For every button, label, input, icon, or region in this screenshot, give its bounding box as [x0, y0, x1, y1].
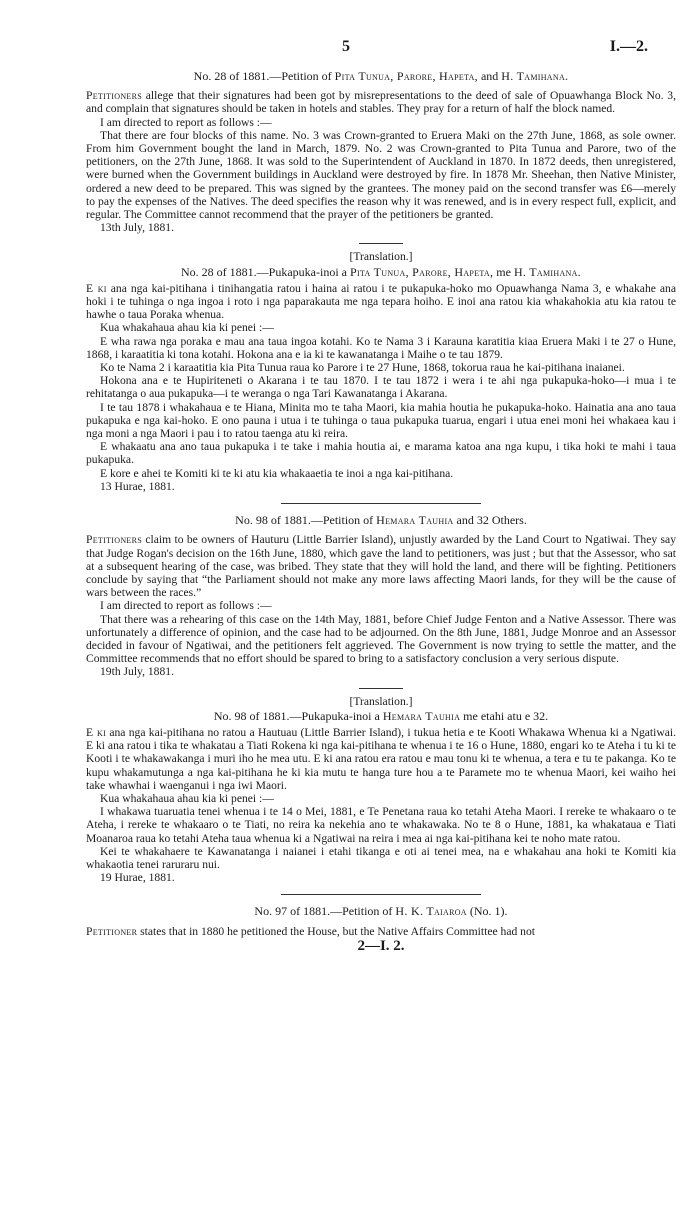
heading-names: H. K. Taiaroa — [395, 904, 467, 919]
report-date: 19th July, 1881. — [100, 665, 174, 679]
report-intro: I am directed to report as follows :— — [100, 599, 272, 613]
heading-names: Pita Tunua, Parore, Hapeta, — [334, 69, 478, 83]
report-intro: I am directed to report as follows :— — [100, 115, 272, 129]
heading-names: Pita Tunua, Parore, Hapeta, — [349, 264, 494, 279]
heading-suffix: (No. 1). — [469, 904, 508, 919]
petition-heading — [86, 905, 676, 918]
translation-paragraph: E ki ana nga kai-pitihana no ratou a Hautuau (Little Barrier Island), i tukua hetia e te Kooti Whakawa Whenua ki a Ngatiwai. E ki ana ratou i tika te whakatau a Tiati Rokena ki nga kai-pitihana te whenua i te 16 o Hune, 1880, engari ko te Ateha i tu ki te Kooti i te whakawakanga i muri iho he mea utu. E ki ana ratou era ratou e mau tonu ki te whenua, a tera e tu te pakanga. Ko te kupu whakamutunga a nga kai-pitihana he ki kia mutu te hanga ture hou a te Paramete mo te whenua Maori, kei waiho hei take whawhai i waenganui i nga iwi Maori. — [86, 725, 676, 792]
page-number: 5 — [342, 38, 350, 55]
section-divider — [281, 503, 481, 504]
heading-prefix: No. 98 of 1881.—Pukapuka-inoi a — [213, 708, 380, 723]
heading-conjunction: me — [496, 264, 511, 279]
lead-word: Petitioners — [86, 533, 142, 547]
heading-prefix: No. 97 of 1881.—Petition of — [254, 904, 393, 919]
translation-heading — [86, 710, 676, 723]
report-date: 13th July, 1881. — [100, 221, 174, 235]
heading-conjunction: and — [480, 69, 499, 83]
translation-paragraph: Kua whakahaua ahau kia ki penei :— — [100, 321, 274, 335]
heading-suffix: me etahi atu e 32. — [463, 708, 549, 723]
signature-mark: 2—I. 2. — [357, 937, 405, 954]
page-header — [0, 38, 700, 58]
heading-suffix: and 32 Others. — [456, 513, 527, 528]
report-body: That there are four blocks of this name. No. 3 was Crown-granted to Eruera Maki on the 27th June, 1868, as sole owner. From him Government bought the land in March, 1879. No. 2 was Crown-granted to Pita Tunua and Parore, two of the petitioners, on the 27th June, 1868. It was sold to the Superintendent of Auckland in 1870. In 1872 deeds, then unregistered, were burned when the Government buildings in Auckland were destroyed by fire. In 1878 Mr. Sheehan, then Native Minister, ordered a new deed to be prepared. This was signed by the grantees. The money paid on the second transfer was £6—merely to pay the expenses of the Natives. The deed specifies the reason why it was renewed, and is in every respect full, explicit, and regular. The Committee cannot recommend that the prayer of the petitioners be granted. — [86, 128, 676, 222]
translation-paragraph: E whakaatu ana ano taua pukapuka i te take i mahia houtia ai, e marama katoa ana nga kupu, i tika hoki te mahi i taua pukapuka. — [86, 440, 676, 467]
heading-name: H. Tamihana. — [501, 69, 569, 83]
petition-heading — [86, 514, 676, 527]
heading-name: H. Tamihana. — [513, 264, 581, 279]
translation-paragraph: I te tau 1878 i whakahaua e te Hiana, Minita mo te taha Maori, kia mahia houtia he pukapuka-hoko. Hainatia ana ano taua pukapuka e nga kai-hoko. E ono pauna i utua i te tuhinga o taua pukapuka tuarua, engari i utua enei moni hei whakaea kau i nga moni a nga Maori i pau i to ratou taenga atu ki reira. — [86, 400, 676, 441]
translation-date: 19 Hurae, 1881. — [100, 871, 175, 885]
heading-prefix: No. 28 of 1881.—Petition of — [193, 69, 332, 83]
lead-word: Petitioners — [86, 89, 142, 103]
heading-prefix: No. 28 of 1881.—Pukapuka-inoi a — [181, 264, 347, 279]
translation-label: [Translation.] — [349, 250, 413, 264]
lead-word: E ki — [86, 281, 107, 295]
lead-word: E ki — [86, 725, 107, 739]
translation-paragraph: Kua whakahaua ahau kia ki penei :— — [100, 791, 274, 805]
heading-prefix: No. 98 of 1881.—Petition of — [235, 513, 374, 528]
translation-paragraph: Ko te Nama 2 i karaatitia kia Pita Tunua raua ko Parore i te 27 Hune, 1868, tokorua raua he kai-pitihana inaianei. — [100, 361, 625, 375]
translation-paragraph: Hokona ana e te Hupiriteneti o Akarana i te tau 1870. I te tau 1872 i wera i te ahi nga pukapuka-hoko—i mua i te rehitatanga o aua pukapuka—i te weranga o nga Tari Kawanatanga i Akarana. — [86, 374, 676, 401]
petition-summary: Petitioner states that in 1880 he petitioned the House, but the Native Affairs Committee had not — [86, 924, 535, 938]
lead-word: Petitioner — [86, 924, 138, 938]
petition-summary: Petitioners allege that their signatures had been got by misrepresentations to the deed of sale of Opuawhanga Block No. 3, and complain that signatures should be taken in hotels and stables. They pray for a return of half the block named. — [86, 89, 676, 116]
petition-summary: Petitioners claim to be owners of Hauturu (Little Barrier Island), unjustly awarded by the Land Court to Ngatiwai. They say that Judge Rogan's decision on the 16th June, 1880, which gave the land to petitioners, was just ; but that the Assessor, who sat at a subsequent hearing of the case, was bribed. They state that they will hold the land, and there will be fighting. Petitioners conclude by saying that “the Parliament should not make any more laws affecting Maori lands, for they will be the cause of wars between the races.” — [86, 533, 676, 600]
translation-paragraph: Kei te whakahaere te Kawanatanga i naianei i etahi tikanga e oti ai tenei mea, na e whakahau ana hoki te Komiti kia whakaotia tenei raruraru nui. — [86, 844, 676, 871]
translation-heading — [86, 266, 676, 279]
translation-label: [Translation.] — [349, 694, 413, 708]
page-reference: I.—2. — [609, 38, 648, 55]
translation-paragraph: I whakawa tuaruatia tenei whenua i te 14 o Mei, 1881, e Te Penetana raua ko tetahi Ateha Maori. I rereke te whakaaro o te Ateha, i rereke te whakaaro o te Tiati, no reira ka nekehia ano te whakawaka. No te 8 o Hune, 1881, ka whakataua e Tiati Moanaroa raua ko tetahi Ateha taua whenua ki a Ngatiwai na reira i mea ai nga kai-pitihana kei te noho mate ratou. — [86, 805, 676, 845]
section-divider — [281, 894, 481, 895]
report-body: That there was a rehearing of this case on the 14th May, 1881, before Chief Judge Fenton and a Native Assessor. There was unfortunately a difference of opinion, and the case had to be adjourned. On the 8th June, 1881, Judge Monroe and an Assessor decided in favour of Ngatiwai, and the petitioners felt aggrieved. The Government is now trying to settle the matter, and the Committee recommends that no effort should be spared to bring to a satisfactory conclusion a very serious dispute. — [86, 612, 676, 666]
translation-paragraph: E kore e ahei te Komiti ki te ki atu kia whakaaetia te inoi a nga kai-pitihana. — [100, 466, 454, 480]
petition-heading — [86, 70, 676, 83]
heading-names: Hemara Tauhia — [382, 708, 461, 723]
document-body — [86, 70, 676, 953]
translation-date: 13 Hurae, 1881. — [100, 479, 175, 493]
divider — [359, 688, 403, 689]
translation-paragraph: E wha rawa nga poraka e mau ana taua ingoa kotahi. Ko te Nama 3 i Karauna karatitia kiaa Eruera Maki i te 27 o Hune, 1868, i karaatitia ki tona kotahi. Hokona ana e ia ki te kawanatanga i Maihe o te tau 1879. — [86, 334, 676, 361]
heading-names: Hemara Tauhia — [376, 513, 454, 528]
translation-paragraph: E ki ana nga kai-pitihana i tinihangatia ratou i haina ai ratou i te pukapuka-hoko mo Opuawhanga Nama 3, e whakahe ana hoki i te tuhinga o nga ingoa i roto i nga paparakauta me nga tepara hoiho. E inoi ana ratou kia whakahokia atu kia ratou te hawhe o taua Poraka whenua. — [86, 281, 676, 322]
divider — [359, 243, 403, 244]
